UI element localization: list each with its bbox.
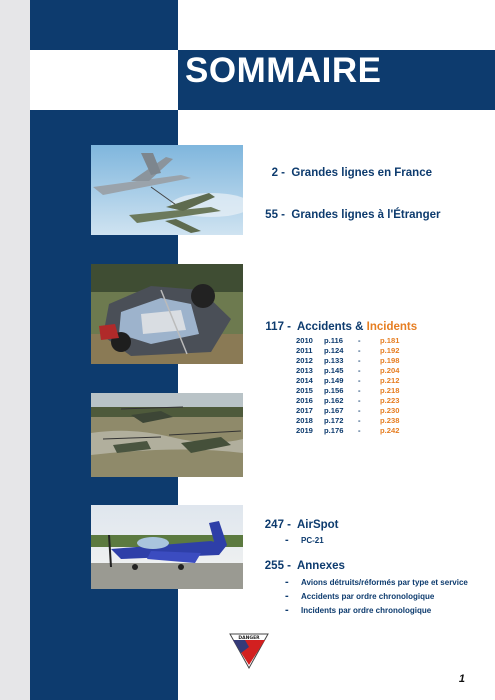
toc-label: Annexes — [296, 560, 345, 572]
toc-entry-accidents-incidents[interactable] — [245, 321, 417, 333]
top-white-block — [178, 0, 495, 50]
toc-entry-annexes[interactable] — [245, 560, 345, 572]
toc-number: 117 - — [265, 321, 291, 333]
photo-aerial-refueling — [91, 145, 243, 235]
photo-crash-wreckage — [91, 264, 243, 364]
toc-label: Grandes lignes à l'Étranger — [291, 209, 441, 221]
toc-label: Grandes lignes en France — [291, 167, 432, 179]
annexes-sub-item[interactable] — [285, 576, 468, 588]
annexes-sub-item[interactable] — [285, 604, 431, 616]
toc-label-accidents: Accidents — [296, 321, 352, 333]
toc-label: AirSpot — [296, 519, 339, 531]
page-gray-margin — [0, 0, 30, 700]
annexes-sub-item[interactable] — [285, 590, 434, 602]
sub-label: Incidents par ordre chronologique — [301, 606, 432, 615]
sub-label: Accidents par ordre chronologique — [301, 592, 435, 601]
toc-number: 247 - — [264, 519, 291, 531]
photo-helicopters — [91, 393, 243, 477]
toc-label-join: & — [355, 321, 364, 333]
toc-entry-etranger[interactable] — [245, 209, 440, 221]
sub-label: PC-21 — [301, 536, 324, 545]
toc-entry-airspot[interactable] — [245, 519, 339, 531]
danger-logo-icon — [229, 633, 269, 669]
toc-entry-france[interactable] — [245, 167, 432, 179]
toc-number: 55 - — [265, 209, 285, 221]
page-number: 1 — [458, 673, 465, 685]
airspot-sub-pc21[interactable] — [285, 534, 324, 546]
white-notch — [30, 50, 178, 110]
toc-label-incidents: Incidents — [366, 321, 418, 333]
toc-number: 255 - — [264, 560, 291, 572]
sub-label: Avions détruits/réformés par type et service — [301, 578, 468, 587]
page-title: SOMMAIRE — [185, 51, 382, 90]
bullet-dash: - — [285, 576, 289, 588]
bullet-dash: - — [285, 534, 289, 546]
photo-pc21 — [91, 505, 243, 589]
logo-text: DANGER — [238, 636, 260, 641]
bullet-dash: - — [285, 590, 289, 602]
toc-number: 2 - — [271, 167, 285, 179]
bullet-dash: - — [285, 604, 289, 616]
